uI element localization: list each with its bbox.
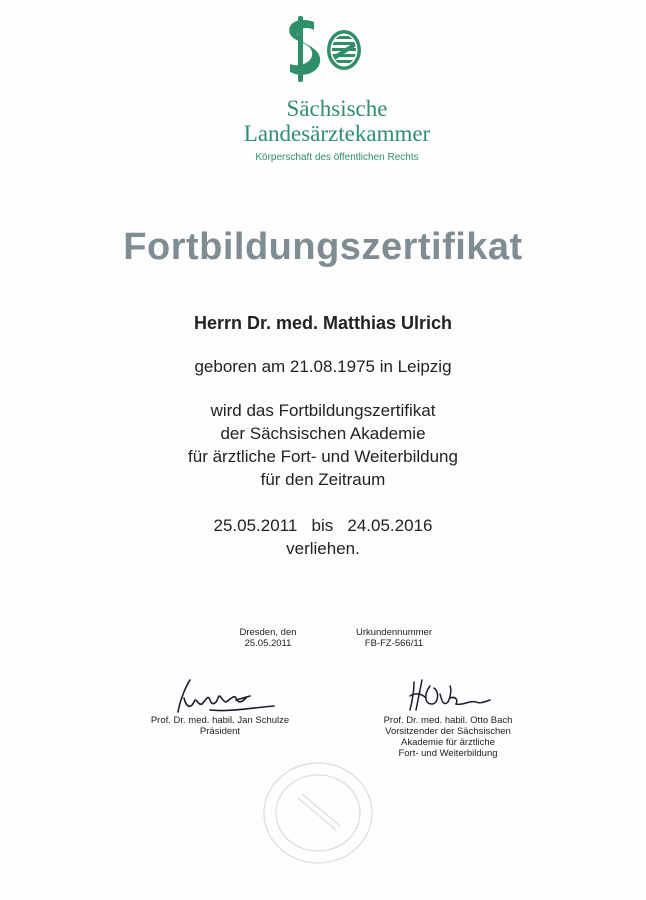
- organization-name-line2: Landesärztekammer: [243, 121, 431, 146]
- signatory-right-name: Prof. Dr. med. habil. Otto Bach: [383, 715, 513, 726]
- award-line-1: wird das Fortbildungszertifikat: [210, 401, 436, 420]
- award-line-3: für ärztliche Fort- und Weiterbildung: [188, 447, 458, 466]
- signatory-left-role: Präsident: [199, 726, 241, 737]
- recipient-name: Herrn Dr. med. Matthias Ulrich: [193, 313, 453, 333]
- chamber-logo: [284, 14, 364, 86]
- signatory-left-name: Prof. Dr. med. habil. Jan Schulze: [150, 715, 290, 726]
- award-line-2: der Sächsischen Akademie: [220, 424, 426, 443]
- embossed-seal: [258, 758, 378, 868]
- certificate-number-label: Urkundennummer: [355, 627, 433, 638]
- signature-right: [400, 676, 500, 714]
- birth-line: geboren am 21.08.1975 in Leipzig: [194, 357, 452, 376]
- issue-date: 25.05.2011: [244, 638, 292, 649]
- organization-name-line1: Sächsische: [286, 96, 388, 121]
- validity-period: 25.05.2011 bis 24.05.2016: [213, 516, 433, 535]
- issue-place-label: Dresden, den: [239, 627, 297, 638]
- closing-text: verliehen.: [286, 539, 360, 558]
- signature-left: [150, 676, 280, 718]
- signatory-right-role-line2: Akademie für ärztliche: [401, 737, 495, 748]
- award-line-4: für den Zeitraum: [260, 470, 386, 489]
- certificate-number: FB-FZ-566/11: [364, 638, 424, 649]
- signatory-right-role-line3: Fort- und Weiterbildung: [398, 748, 498, 759]
- organization-subtitle: Körperschaft des öffentlichen Rechts: [255, 152, 419, 163]
- certificate-title: Fortbildungszertifikat: [123, 226, 523, 268]
- signatory-right-role-line1: Vorsitzender der Sächsischen: [385, 726, 511, 737]
